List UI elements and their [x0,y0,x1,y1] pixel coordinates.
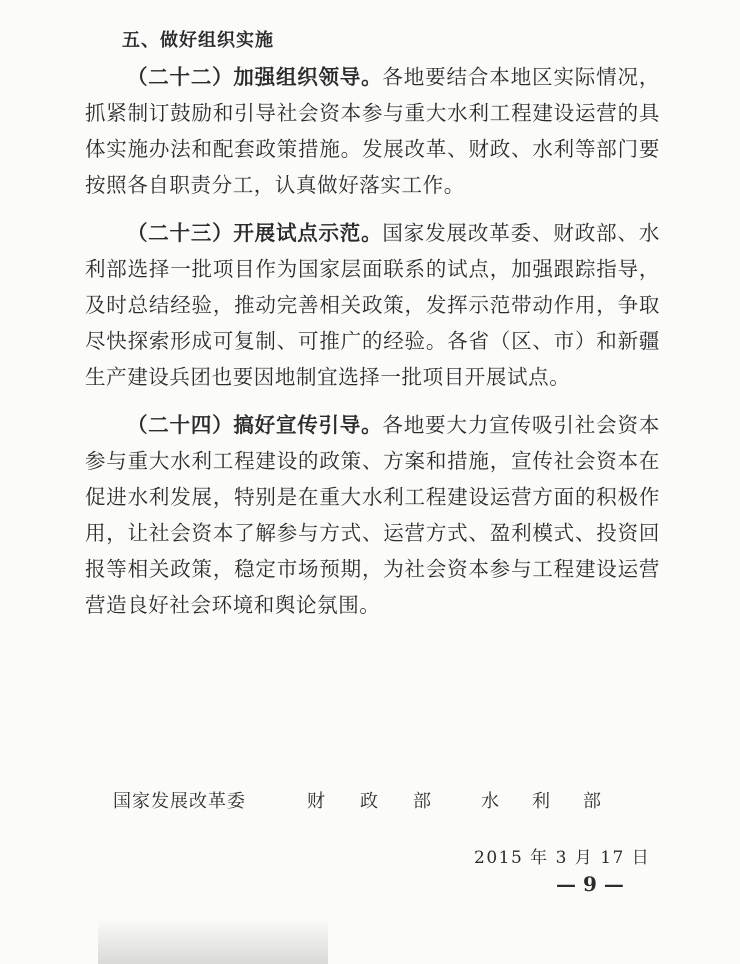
paragraph-body: 各地要结合本地区实际情况，抓紧制订鼓励和引导社会资本参与重大水利工程建设运营的具体实施办法和配套政策措施。发展改革、财政、水利等部门要按照各自职责分工，认真做好落实工作。 [85,65,660,197]
paragraph-lead: （二十四）搞好宣传引导。 [127,413,383,437]
paragraph-lead: （二十三）开展试点示范。 [127,221,383,245]
paragraph-body: 各地要大力宣传吸引社会资本参与重大水利工程建设的政策、方案和措施，宣传社会资本在促进水利发展，特别是在重大水利工程建设运营方面的积极作用，让社会资本了解参与方式、运营方式、盈利模式、投资回报等相关政策，稳定市场预期，为社会资本参与工程建设运营营造良好社会环境和舆论氛围。 [85,413,660,617]
paragraph-24 [85,407,660,623]
scan-smudge [98,918,328,964]
section-heading: 五、做好组织实施 [122,30,274,51]
signatory-ndrc: 国家发展改革委 [113,791,246,812]
signatory-mof: 财政部 [307,791,466,812]
issue-date: 2015 年 3 月 17 日 [474,848,651,868]
paragraph-lead: （二十二）加强组织领导。 [127,65,383,89]
paragraph-body: 国家发展改革委、财政部、水利部选择一批项目作为国家层面联系的试点，加强跟踪指导，及时总结经验，推动完善相关政策，发挥示范带动作用，争取尽快探索形成可复制、可推广的经验。各省（区、市）和新疆生产建设兵团也要因地制宜选择一批项目开展试点。 [85,221,660,389]
signatory-mwr: 水利部 [481,791,634,812]
paragraph-22 [85,59,660,203]
page-number: — 9 — [556,872,624,896]
paragraph-23 [85,215,660,395]
